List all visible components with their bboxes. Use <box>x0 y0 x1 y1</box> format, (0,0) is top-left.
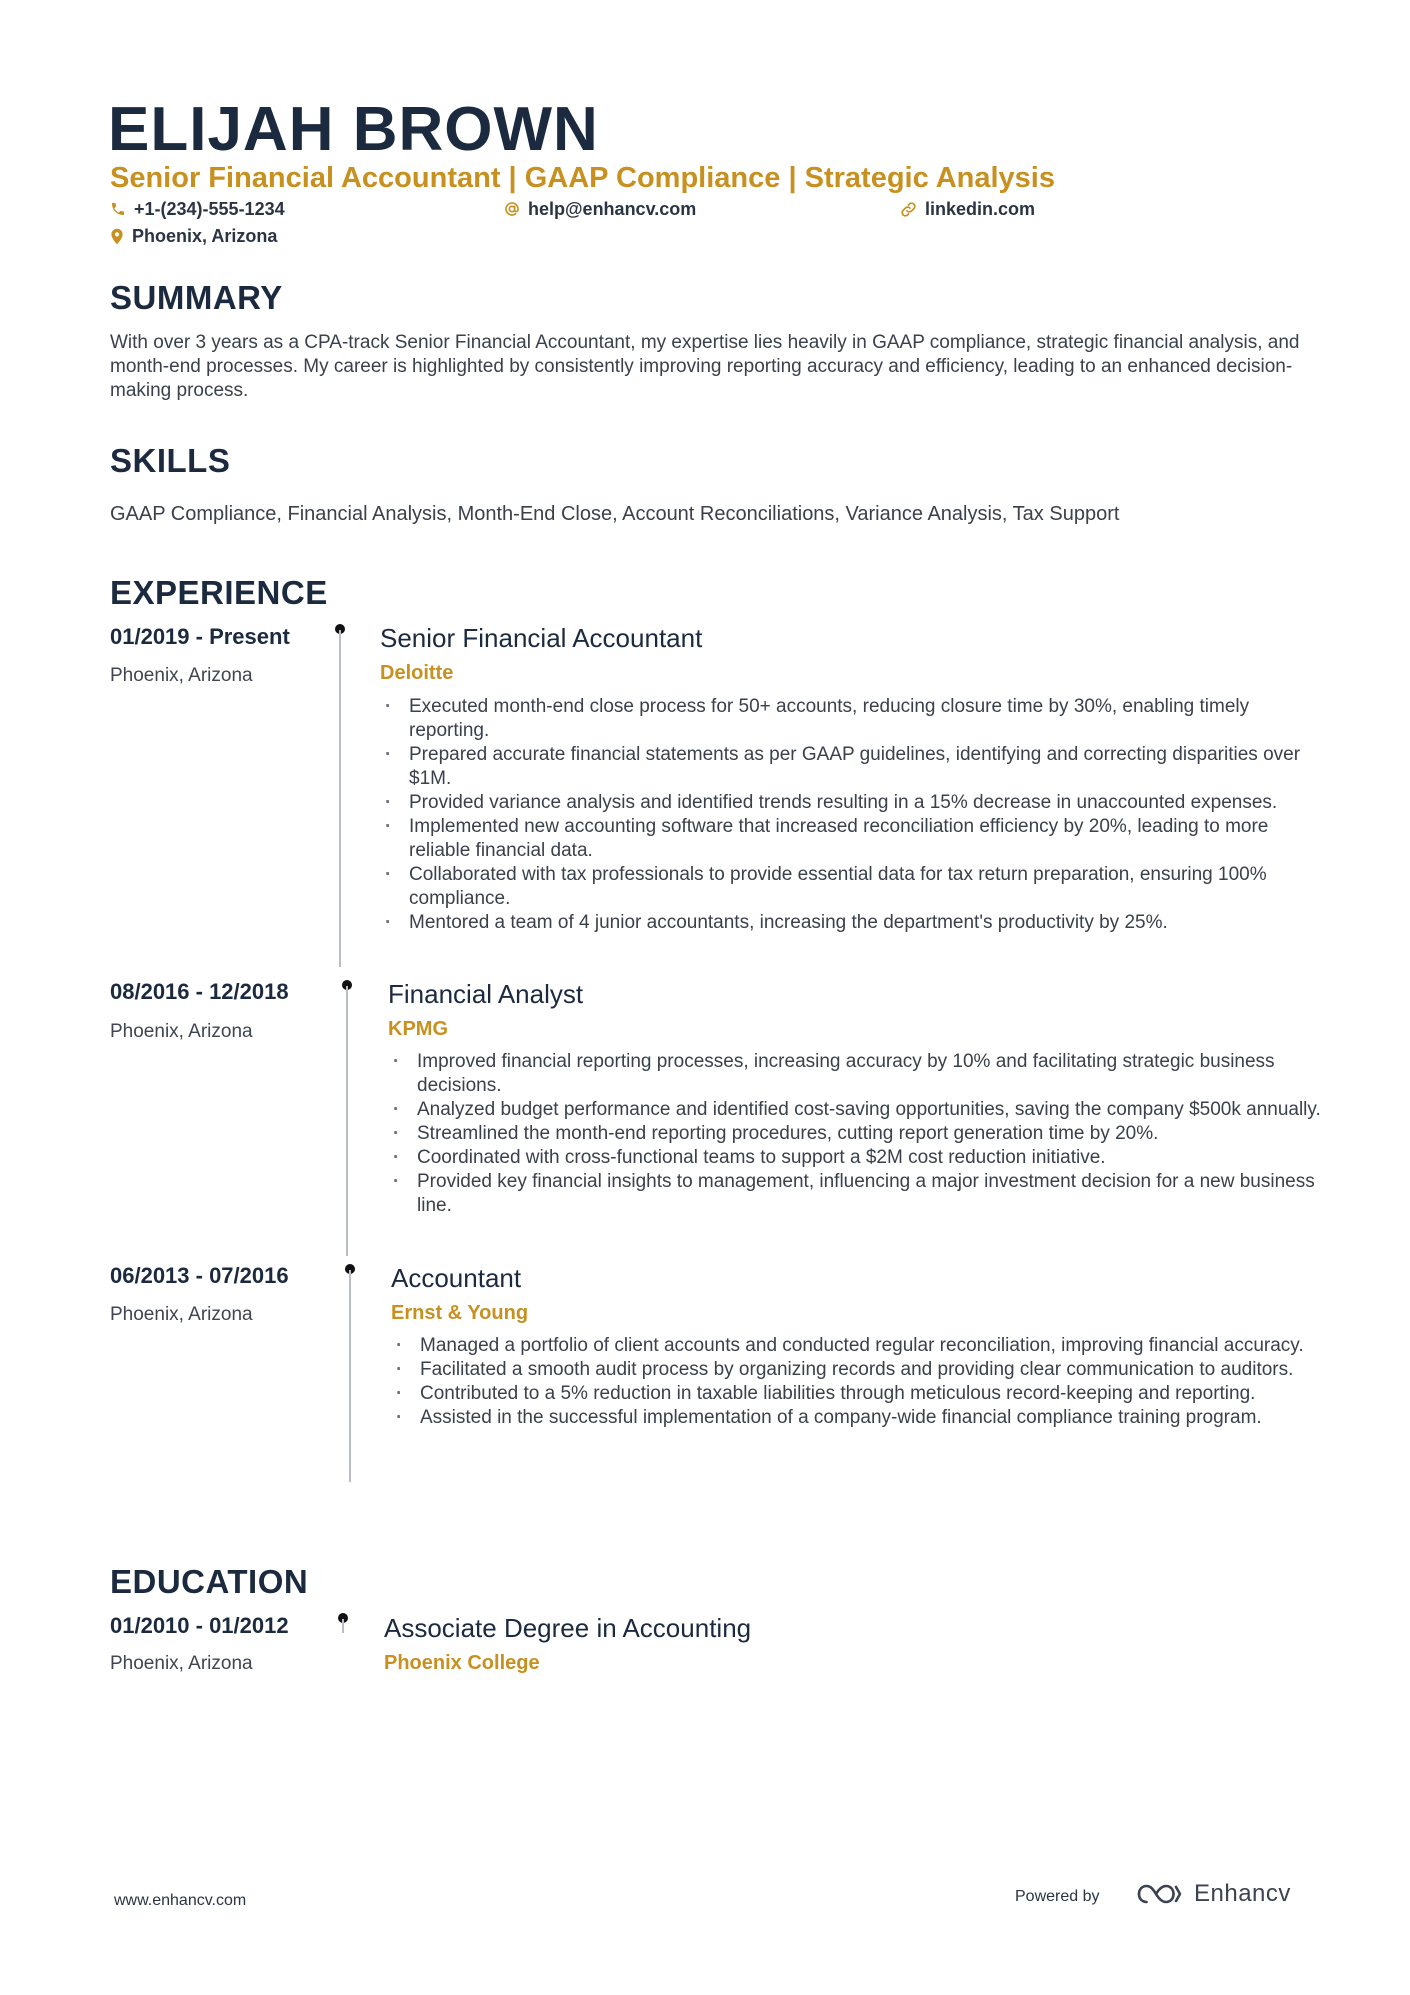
timeline-line <box>346 986 348 1256</box>
contact-phone <box>110 197 285 221</box>
location-pin-icon <box>110 228 124 245</box>
list-item: · Coordinated with cross-functional teams to support a $2M cost reduction initiative. <box>389 1146 1329 1170</box>
list-item: · Mentored a team of 4 junior accountants, increasing the department's productivity by 25%. <box>381 911 1321 935</box>
job-location: Phoenix, Arizona <box>110 1304 253 1325</box>
linkedin-link[interactable]: linkedin.com <box>925 199 1036 219</box>
job-role: Accountant <box>391 1263 522 1293</box>
job-bullets <box>392 1334 1332 1430</box>
contact-location <box>110 224 277 248</box>
list-item: · Executed month-end close process for 50+ accounts, reducing closure time by 30%, enabling timely reporting. <box>381 695 1321 743</box>
list-item: · Improved financial reporting processes, increasing accuracy by 10% and facilitating strategic business decisions. <box>389 1050 1329 1098</box>
contact-linkedin[interactable] <box>900 197 1035 221</box>
brand-logo <box>1136 1880 1291 1908</box>
job-bullets <box>381 695 1321 935</box>
phone-icon <box>110 201 126 217</box>
list-item: · Streamlined the month-end reporting procedures, cutting report generation time by 20%. <box>389 1122 1329 1146</box>
job-date: 08/2016 - 12/2018 <box>110 979 289 1004</box>
list-item: · Facilitated a smooth audit process by organizing records and providing clear communication to auditors. <box>392 1358 1332 1382</box>
timeline-line <box>342 1619 344 1633</box>
skills-text: GAAP Compliance, Financial Analysis, Month-End Close, Account Reconciliations, Variance Analysis, Tax Support <box>110 503 1120 525</box>
list-item: · Implemented new accounting software that increased reconciliation efficiency by 20%, leading to more reliable financial data. <box>381 815 1321 863</box>
list-item: · Analyzed budget performance and identified cost-saving opportunities, saving the company $500k annually. <box>389 1098 1329 1122</box>
list-item: · Prepared accurate financial statements as per GAAP guidelines, identifying and correcting disparities over $1M. <box>381 743 1321 791</box>
list-item: · Provided key financial insights to management, influencing a major investment decision for a new business line. <box>389 1170 1329 1218</box>
list-item: · Managed a portfolio of client accounts and conducted regular reconciliation, improving financial accuracy. <box>392 1334 1332 1358</box>
skills-heading: SKILLS <box>110 442 231 479</box>
job-date: 01/2019 - Present <box>110 624 290 649</box>
job-date: 06/2013 - 07/2016 <box>110 1263 289 1288</box>
candidate-name: ELIJAH BROWN <box>108 95 599 164</box>
job-bullets <box>389 1050 1329 1218</box>
at-icon <box>504 201 520 217</box>
summary-heading: SUMMARY <box>110 279 283 316</box>
job-location: Phoenix, Arizona <box>110 665 253 686</box>
list-item: · Contributed to a 5% reduction in taxable liabilities through meticulous record-keeping and reporting. <box>392 1382 1332 1406</box>
location-text: Phoenix, Arizona <box>132 226 278 246</box>
education-school: Phoenix College <box>384 1652 540 1674</box>
enhancv-logo-icon <box>1136 1881 1182 1907</box>
headline: Senior Financial Accountant | GAAP Compliance | Strategic Analysis <box>110 162 1055 194</box>
timeline-line <box>349 1270 351 1482</box>
list-item: · Provided variance analysis and identified trends resulting in a 15% decrease in unaccounted expenses. <box>381 791 1321 815</box>
list-item: · Collaborated with tax professionals to provide essential data for tax return preparation, ensuring 100% compliance. <box>381 863 1321 911</box>
job-company: Ernst & Young <box>391 1302 529 1324</box>
link-icon <box>900 201 917 218</box>
job-role: Senior Financial Accountant <box>380 623 703 653</box>
footer-url[interactable]: www.enhancv.com <box>114 1892 247 1909</box>
education-date: 01/2010 - 01/2012 <box>110 1613 289 1638</box>
education-heading: EDUCATION <box>110 1563 309 1600</box>
job-company: KPMG <box>388 1018 448 1040</box>
job-location: Phoenix, Arizona <box>110 1021 253 1042</box>
education-location: Phoenix, Arizona <box>110 1653 253 1674</box>
phone-text: +1-(234)-555-1234 <box>134 199 285 219</box>
timeline-line <box>339 630 341 967</box>
summary-text: With over 3 years as a CPA-track Senior Financial Accountant, my expertise lies heavily in GAAP compliance, strategic financial analysis, and month-end processes. My career is highlighted by consistently improving reporting accuracy and efficiency, leading to an enhanced decision-making process. <box>110 332 1300 401</box>
job-role: Financial Analyst <box>388 979 584 1009</box>
experience-heading: EXPERIENCE <box>110 574 328 611</box>
list-item: · Assisted in the successful implementation of a company-wide financial compliance training program. <box>392 1406 1332 1430</box>
education-degree: Associate Degree in Accounting <box>384 1613 752 1643</box>
job-company: Deloitte <box>380 662 454 684</box>
contact-email[interactable] <box>504 197 696 221</box>
brand-name: Enhancv <box>1194 1880 1291 1907</box>
email-link[interactable]: help@enhancv.com <box>528 199 697 219</box>
powered-by-label: Powered by <box>1015 1888 1100 1905</box>
